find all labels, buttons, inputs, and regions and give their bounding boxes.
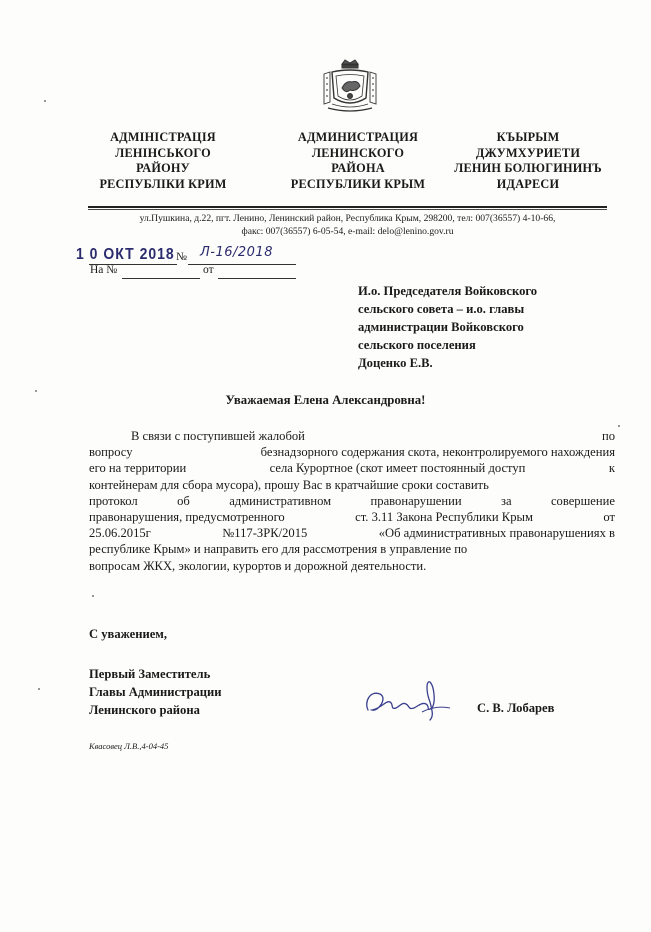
- body-text: безнадзорного содержания скота, неконтролируемого нахождения: [260, 445, 615, 460]
- from-label: от: [203, 264, 214, 276]
- body-text: вопросу: [89, 445, 133, 460]
- header-line: КЪЫРЫМ: [496, 130, 560, 144]
- salutation: Уважаемая Елена Александровна!: [225, 393, 426, 407]
- header-divider-thin: [88, 209, 607, 210]
- body-text: села Курортное (скот имеет постоянный доступ: [269, 461, 526, 476]
- addressee-line: И.о. Председателя Войковского: [358, 284, 538, 298]
- scan-speck: [44, 100, 46, 102]
- header-line: РАЙОНУ: [136, 161, 190, 175]
- header-line: ЛЕНИН БОЛЮГИНИНЪ: [454, 161, 602, 175]
- body-text: совершение: [550, 493, 615, 508]
- body-line: [89, 493, 615, 509]
- body-text: от: [603, 510, 615, 525]
- body-line: [89, 428, 615, 444]
- body-text: вопросам ЖКХ, экологии, курортов и дорожной деятельности.: [89, 558, 427, 573]
- addressee-line: сельского поселения: [358, 338, 476, 352]
- header-russian: [283, 130, 433, 192]
- address-line: ул.Пушкина, д.22, пгт. Ленино, Ленинский район, Республика Крым, 298200, тел: 007(36557) 4-10-66,: [139, 213, 556, 224]
- body-text: протокол: [89, 493, 138, 508]
- body-text: ст. 3.11 Закона Республики Крым: [355, 510, 533, 525]
- body-text: №117-ЗРК/2015: [222, 526, 308, 541]
- reply-to-label: На №: [90, 264, 118, 276]
- header-line: РАЙОНА: [331, 161, 385, 175]
- body-text: за: [500, 493, 512, 508]
- body-line: [89, 477, 615, 493]
- header-ukrainian: [88, 130, 238, 192]
- header-line: АДМІНІСТРАЦІЯ: [110, 130, 216, 144]
- body-line: [89, 525, 615, 541]
- body-text: правонарушения, предусмотренного: [89, 510, 285, 525]
- reply-number-underline: [122, 278, 200, 279]
- body-text: об: [177, 493, 190, 508]
- signer-title-line: Главы Администрации: [89, 685, 222, 699]
- header-line: ИДАРЕСИ: [496, 176, 560, 191]
- header-line: ЛЕНІНСЬКОГО: [115, 145, 211, 160]
- addressee-line: сельского совета – и.о. главы: [358, 302, 525, 316]
- scan-speck: [38, 688, 40, 690]
- handwritten-signature: [360, 672, 455, 724]
- handwritten-number: Л-16/2018: [200, 245, 273, 260]
- addressee-block: [358, 282, 537, 372]
- address-line: факс: 007(36557) 6-05-54, e-mail: delo@lenino.gov.ru: [241, 226, 454, 237]
- header-line: ДЖУМХУРИЕТИ: [475, 145, 581, 160]
- scan-speck: [92, 595, 94, 597]
- body-text: по: [601, 429, 615, 443]
- body-text: правонарушении: [370, 493, 462, 508]
- body-text: административном: [229, 493, 332, 508]
- body-line: [89, 444, 615, 460]
- scan-speck: [35, 390, 37, 392]
- regards: С уважением,: [89, 627, 168, 641]
- header-line: ЛЕНИНСКОГО: [311, 145, 405, 160]
- letter-body: [89, 428, 615, 574]
- contact-address: [88, 212, 607, 238]
- signer-name: С. В. Лобарев: [477, 701, 555, 715]
- body-text: к: [608, 461, 615, 476]
- body-line: [89, 460, 615, 476]
- coat-of-arms-emblem: [320, 58, 380, 116]
- body-line: [89, 541, 615, 557]
- header-crimean-tatar: [448, 130, 608, 192]
- header-line: РЕСПУБЛІКИ КРИМ: [99, 176, 227, 191]
- body-text: контейнерам для сбора мусора), прошу Вас в кратчайшие сроки составить: [89, 477, 489, 492]
- outgoing-number-label: №: [176, 251, 187, 263]
- signer-title-line: Первый Заместитель: [89, 667, 211, 681]
- body-text: В связи с поступившей жалобой: [131, 429, 305, 443]
- body-text: «Об административных правонарушениях в: [378, 526, 615, 541]
- reply-date-underline: [218, 278, 296, 279]
- header-divider: [88, 206, 607, 208]
- signer-title: [89, 665, 222, 719]
- header-line: РЕСПУБЛИКИ КРЫМ: [290, 176, 426, 191]
- header-line: АДМИНИСТРАЦИЯ: [297, 130, 419, 144]
- body-text: республике Крым» и направить его для рассмотрения в управление по: [89, 542, 468, 557]
- executor-note: Квасовец Л.В.,4-04-45: [89, 741, 169, 751]
- date-stamp: 1 0 ОКТ 2018: [76, 243, 175, 263]
- addressee-line: администрации Войковского: [358, 320, 524, 334]
- body-line: [89, 558, 615, 574]
- scan-speck: [618, 425, 620, 427]
- body-text: 25.06.2015г: [89, 526, 151, 541]
- addressee-line: Доценко Е.В.: [358, 356, 433, 370]
- body-line: [89, 509, 615, 525]
- body-text: его на территории: [89, 461, 187, 476]
- signer-title-line: Ленинского района: [89, 703, 200, 717]
